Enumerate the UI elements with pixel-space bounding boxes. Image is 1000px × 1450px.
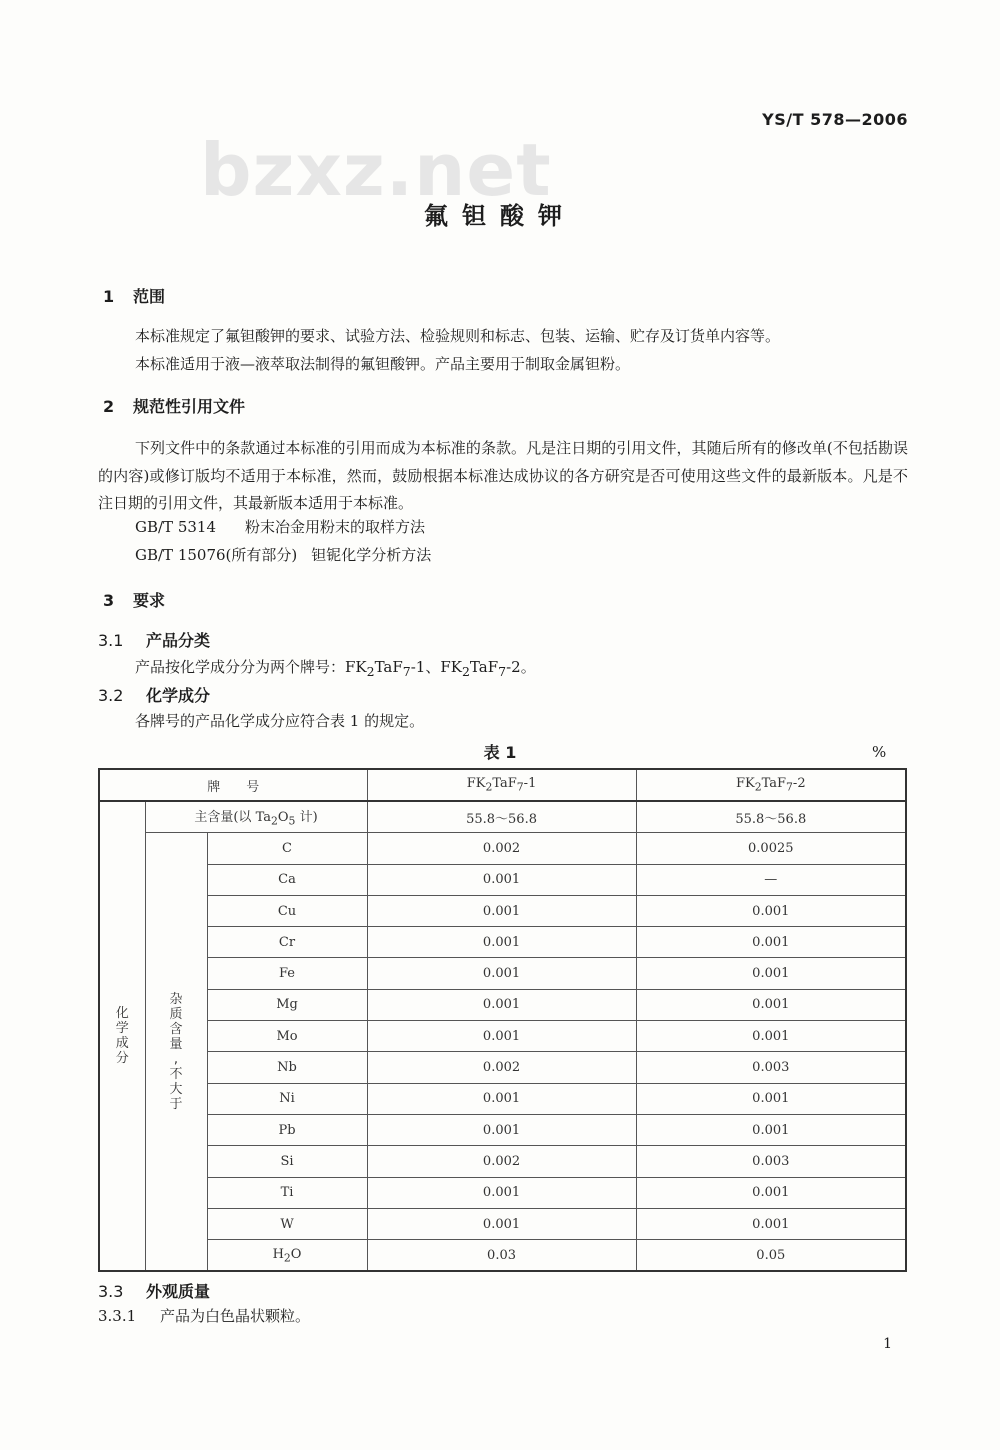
table-cell: 0.001 xyxy=(367,1177,636,1208)
table-cell: 0.001 xyxy=(367,927,636,958)
element-cell: Mg xyxy=(207,989,367,1020)
table-cell: 0.001 xyxy=(367,989,636,1020)
reference-item xyxy=(135,516,425,537)
table-row xyxy=(99,1177,906,1208)
subsection-number: 3.2 xyxy=(98,686,124,705)
table-cell: 55.8～56.8 xyxy=(636,801,906,833)
text: O xyxy=(277,810,289,826)
table-row xyxy=(99,1208,906,1239)
table-row xyxy=(99,864,906,895)
subsection-title: 化学成分 xyxy=(146,686,211,705)
table-cell: 0.001 xyxy=(636,927,906,958)
subscript: 5 xyxy=(288,814,296,828)
table-cell: 0.001 xyxy=(367,1021,636,1052)
text: TaF xyxy=(761,776,787,792)
section-number: 3 xyxy=(103,591,115,610)
subsection-number: 3.1 xyxy=(98,631,124,650)
table-row xyxy=(99,1146,906,1177)
table-cell: 0.001 xyxy=(636,958,906,989)
paragraph xyxy=(135,654,536,685)
table-cell: 0.001 xyxy=(636,989,906,1020)
element-cell: Ti xyxy=(207,1177,367,1208)
paragraph: 本标准适用于液—液萃取法制得的氟钽酸钾。产品主要用于制取金属钽粉。 xyxy=(135,355,631,373)
subsection-title: 外观质量 xyxy=(146,1282,211,1301)
text: 计) xyxy=(295,810,318,826)
section-3-heading xyxy=(103,588,165,611)
text: TaF xyxy=(374,658,403,676)
subscript: 2 xyxy=(270,814,278,828)
table-cell: 0.001 xyxy=(636,895,906,926)
subsection-title: 产品分类 xyxy=(146,631,211,650)
text: FK xyxy=(466,776,486,792)
table-row xyxy=(99,833,906,864)
text: -2 xyxy=(792,776,806,792)
section-title: 要求 xyxy=(133,591,166,610)
section-title: 规范性引用文件 xyxy=(133,397,246,416)
element-cell: W xyxy=(207,1208,367,1239)
header-grade-1 xyxy=(367,769,636,801)
table-row xyxy=(99,989,906,1020)
subscript: 2 xyxy=(754,780,762,794)
element-cell: Ca xyxy=(207,864,367,895)
table-row xyxy=(99,1240,906,1272)
impurity-label-cell xyxy=(145,833,207,1272)
table-cell: 0.001 xyxy=(367,895,636,926)
table-cell: — xyxy=(636,864,906,895)
table-cell: 0.0025 xyxy=(636,833,906,864)
subscript: 7 xyxy=(786,780,793,794)
table-cell: 0.001 xyxy=(367,958,636,989)
table-cell: 0.05 xyxy=(636,1240,906,1272)
table-cell: 0.001 xyxy=(367,864,636,895)
paragraph: 产品为白色晶状颗粒。 xyxy=(160,1307,311,1325)
table-cell: 0.001 xyxy=(636,1083,906,1114)
text: TaF xyxy=(469,658,499,676)
subsection-3-3-heading xyxy=(98,1279,210,1302)
watermark: bzxz.net xyxy=(200,128,552,212)
text: 产品按化学成分分为两个牌号：FK xyxy=(135,658,367,676)
table-row xyxy=(99,1083,906,1114)
text: FK xyxy=(735,776,755,792)
section-number: 1 xyxy=(103,287,115,306)
element-cell: Mo xyxy=(207,1021,367,1052)
element-cell: Ni xyxy=(207,1083,367,1114)
subscript: 2 xyxy=(485,780,493,794)
paragraph: 下列文件中的条款通过本标准的引用而成为本标准的条款。凡是注日期的引用文件，其随后所有的修改单(不包括勘误的内容)或修订版均不适用于本标准，然而，鼓励根据本标准达成协议的各方研究是否可使用这些文件的最新版本。凡是不注日期的引用文件，其最新版本适用于本标准。 xyxy=(98,439,908,512)
table-row xyxy=(99,895,906,926)
paragraph: 本标准规定了氟钽酸钾的要求、试验方法、检验规则和标志、包装、运输、贮存及订货单内容等。 xyxy=(135,327,781,345)
element-cell: Nb xyxy=(207,1052,367,1083)
table-cell: 0.001 xyxy=(367,1083,636,1114)
table-cell: 0.001 xyxy=(636,1114,906,1145)
header-grade-label: 牌 号 xyxy=(99,769,367,801)
element-cell: Cr xyxy=(207,927,367,958)
table-cell: 0.001 xyxy=(636,1208,906,1239)
subscript: 2 xyxy=(283,1251,291,1265)
reference-code: GB/T 15076(所有部分) xyxy=(135,546,298,564)
group-label-cell xyxy=(99,801,145,1271)
table-caption: 表 1 xyxy=(483,743,517,762)
standard-code: YS/T 578—2006 xyxy=(762,110,908,129)
chemical-composition-table xyxy=(98,768,907,1272)
reference-item xyxy=(135,544,431,565)
table-row xyxy=(99,1021,906,1052)
reference-title: 钽铌化学分析方法 xyxy=(311,546,432,564)
table-header-row xyxy=(99,769,906,801)
table-row xyxy=(99,958,906,989)
text: 主含量(以 Ta xyxy=(194,810,271,826)
element-cell: C xyxy=(207,833,367,864)
group-label: 化 学 成 分 xyxy=(115,1006,129,1067)
table-cell: 0.001 xyxy=(367,1208,636,1239)
section-title: 范围 xyxy=(133,287,166,306)
element-cell: Cu xyxy=(207,895,367,926)
text: TaF xyxy=(492,776,517,792)
table-row xyxy=(99,927,906,958)
page-number: 1 xyxy=(883,1336,892,1352)
subsection-number: 3.3 xyxy=(98,1282,124,1301)
table-cell: 0.03 xyxy=(367,1240,636,1272)
text: -1 xyxy=(523,776,537,792)
text: -2。 xyxy=(506,658,536,676)
section-number: 2 xyxy=(103,397,115,416)
subsection-number: 3.3.1 xyxy=(98,1307,137,1325)
paragraph: 各牌号的产品化学成分应符合表 1 的规定。 xyxy=(135,712,425,730)
table-row xyxy=(99,1114,906,1145)
table-cell: 0.001 xyxy=(636,1177,906,1208)
section-2-heading xyxy=(103,394,245,417)
element-cell: Pb xyxy=(207,1114,367,1145)
impurity-label: 杂 质 含 量 , 不 大 于 xyxy=(169,991,183,1112)
subscript: 2 xyxy=(461,664,470,679)
text: -1、FK xyxy=(410,658,462,676)
table-cell: 0.001 xyxy=(636,1021,906,1052)
table-cell: 0.002 xyxy=(367,1052,636,1083)
text: H xyxy=(272,1246,284,1262)
subscript: 7 xyxy=(402,664,411,679)
table-cell: 55.8～56.8 xyxy=(367,801,636,833)
document-title: 氟钽酸钾 xyxy=(424,202,576,230)
subsection-3-1-heading xyxy=(98,628,210,651)
subsection-3-3-1 xyxy=(98,1303,310,1329)
header-grade-2 xyxy=(636,769,906,801)
subscript: 2 xyxy=(366,664,375,679)
subsection-3-2-heading xyxy=(98,683,210,706)
subscript: 7 xyxy=(498,664,507,679)
table-cell: 0.003 xyxy=(636,1146,906,1177)
reference-code: GB/T 5314 xyxy=(135,518,217,536)
element-cell: Fe xyxy=(207,958,367,989)
main-content-label xyxy=(145,801,367,833)
table-cell: 0.002 xyxy=(367,833,636,864)
table-cell: 0.001 xyxy=(367,1114,636,1145)
table-cell: 0.003 xyxy=(636,1052,906,1083)
reference-title: 粉末冶金用粉末的取样方法 xyxy=(245,518,426,536)
text: O xyxy=(290,1246,302,1262)
element-cell: Si xyxy=(207,1146,367,1177)
table-unit: % xyxy=(872,743,887,761)
section-1-heading xyxy=(103,284,165,307)
table-row xyxy=(99,801,906,833)
table-cell: 0.002 xyxy=(367,1146,636,1177)
element-cell xyxy=(207,1240,367,1272)
subscript: 7 xyxy=(516,780,524,794)
table-row xyxy=(99,1052,906,1083)
